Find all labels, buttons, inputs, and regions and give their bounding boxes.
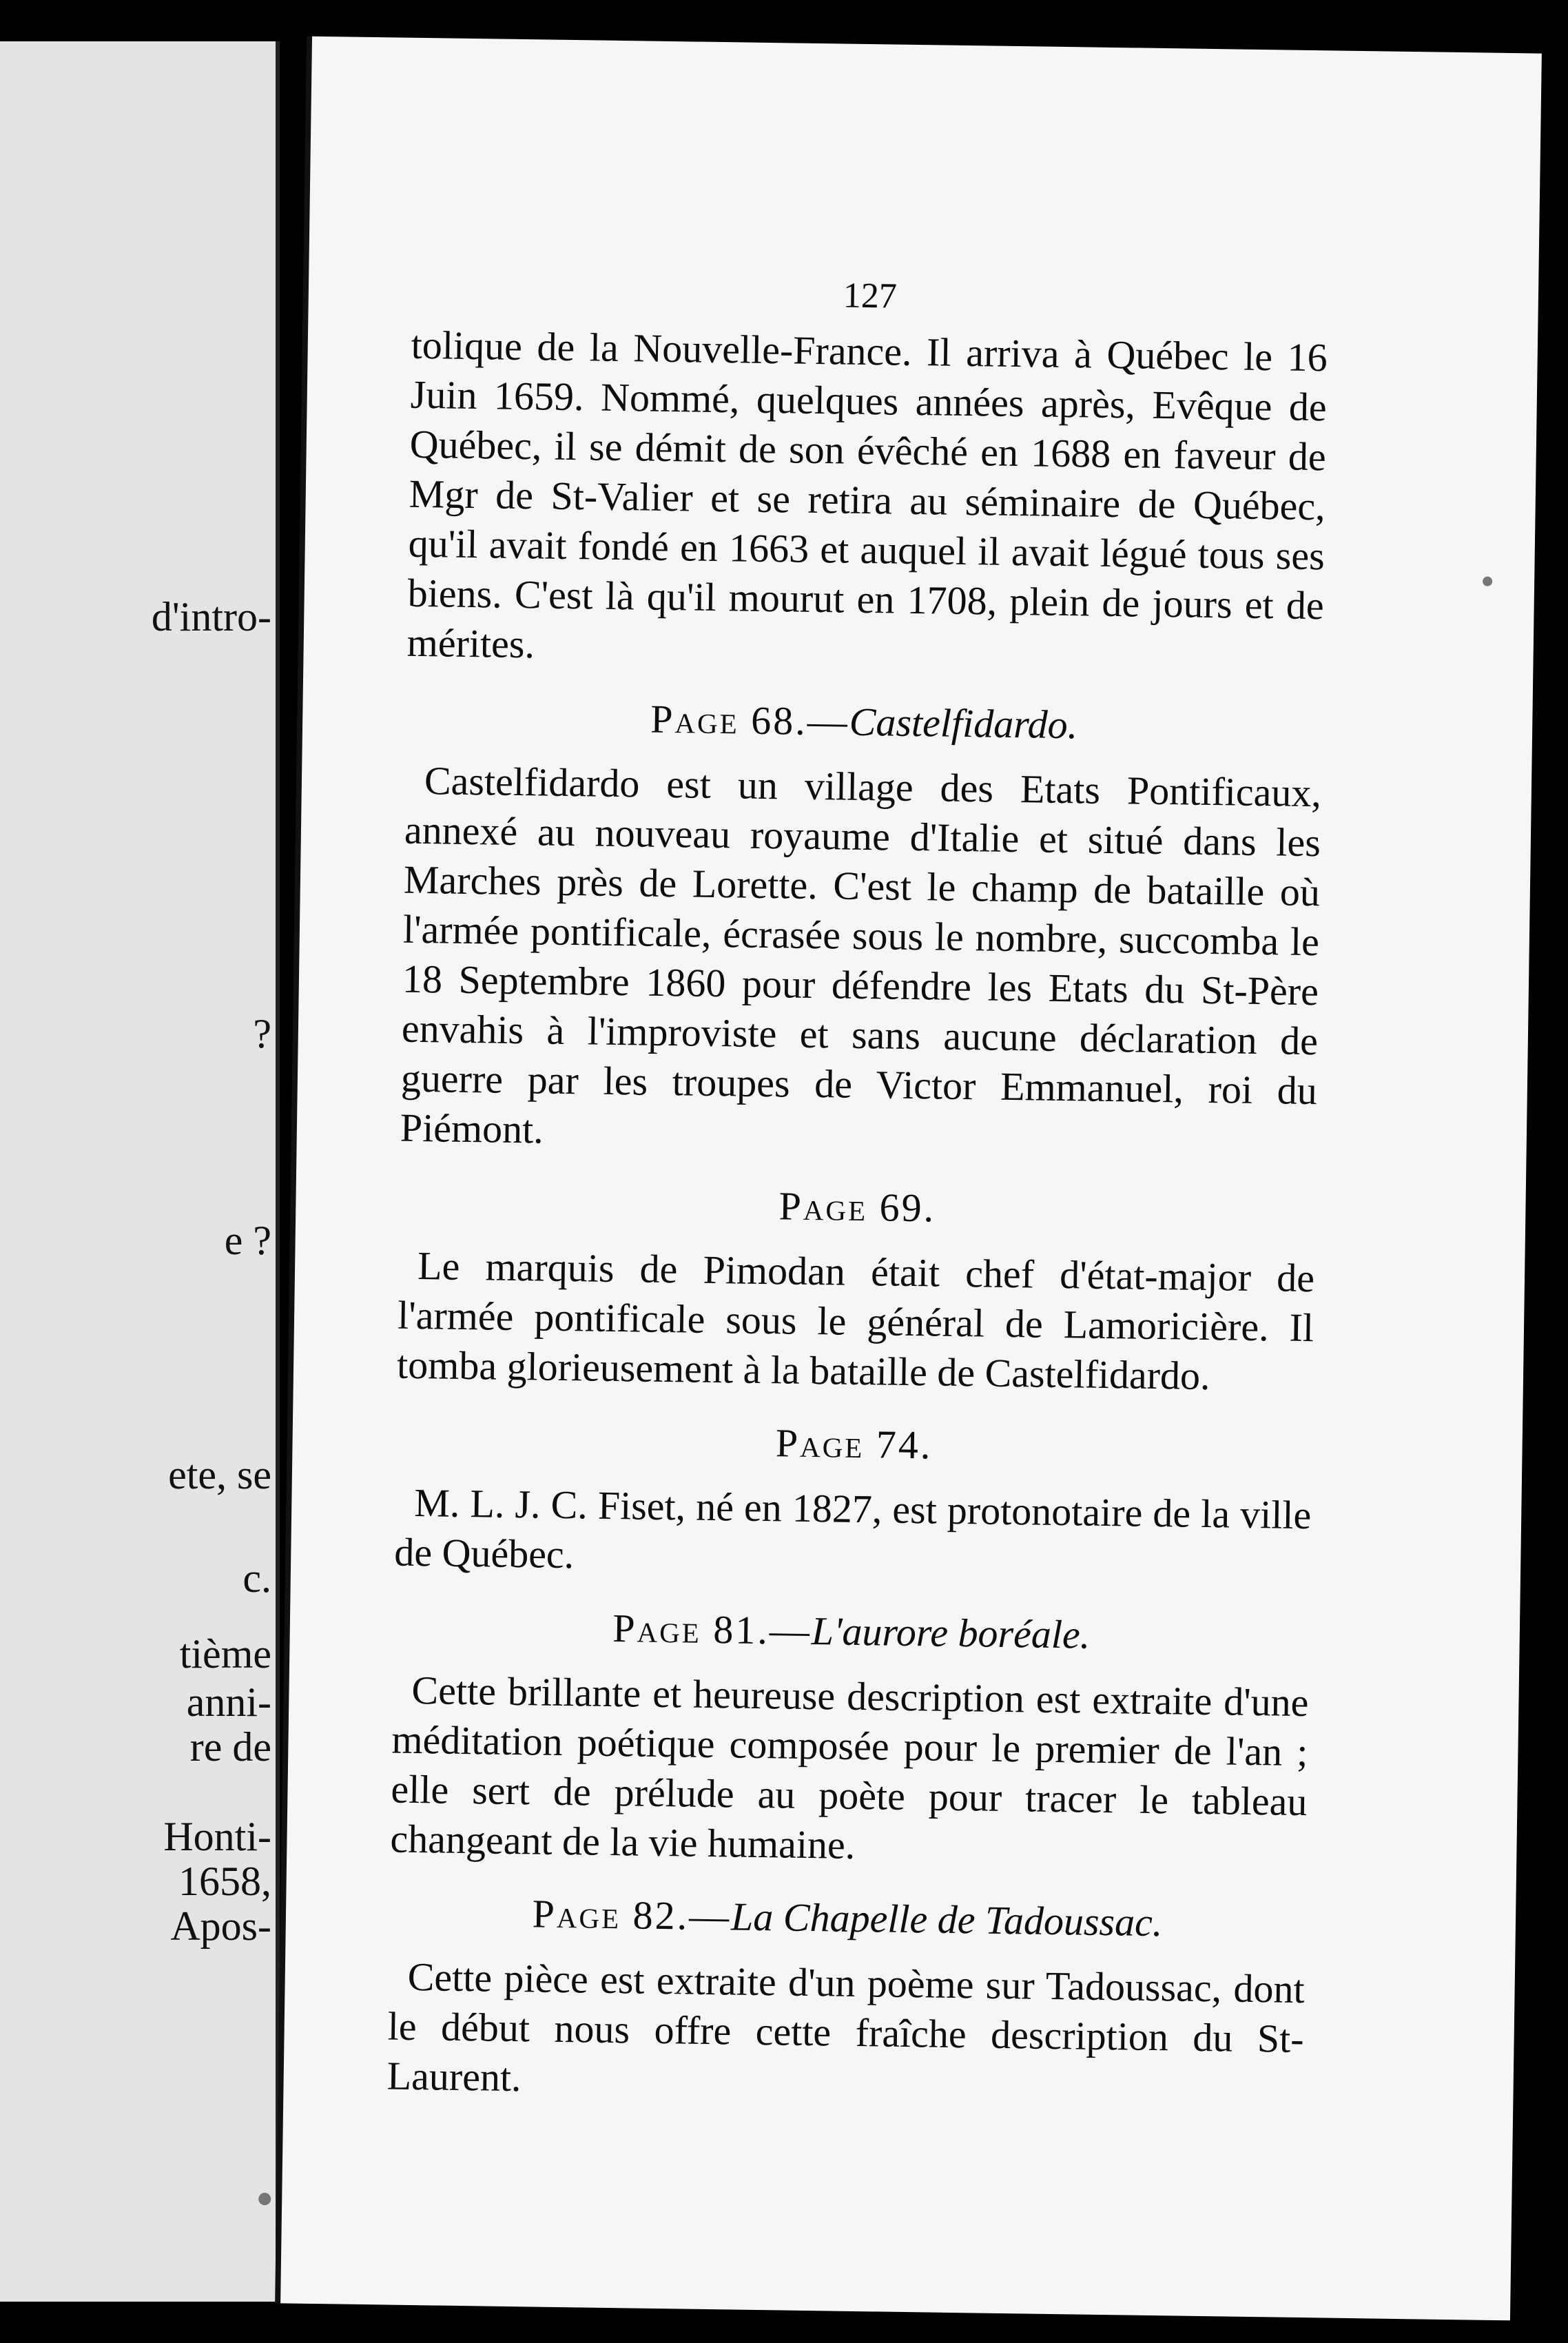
- section-body: Le marquis de Pimodan était chef d'état-major de l'armée pontificale sous le général de Lamoricière. Il tomba glorieusement à la bataille de Castelfidardo.: [396, 1243, 1315, 1399]
- heading-label: Page 69.: [778, 1183, 936, 1231]
- book-page: [280, 37, 1542, 2321]
- left-page-line: ?: [253, 1011, 271, 1056]
- left-page-line: e ?: [224, 1218, 271, 1263]
- heading-label: Page 74.: [775, 1420, 933, 1468]
- left-page-line: tième: [179, 1631, 271, 1677]
- heading-title: L'aurore boréale.: [811, 1608, 1091, 1657]
- section-body: Castelfidardo est un village des Etats Pontificaux, annexé au nouveau royaume d'Italie et situé dans les Marches près de Lorette. C'est le champ de bataille où l'armée pontificale, écrasée sous le nombre, succomba le 18 Septembre 1860 pour défendre les Etats du St-Père envahis à l'improviste et sans aucune déclaration de guerre par les troupes de Victor Emmanuel, roi du Piémont.: [400, 758, 1322, 1152]
- left-page-line: anni-: [186, 1679, 271, 1725]
- opening-paragraph: tolique de la Nouvelle-France. Il arriva à Québec le 16 Juin 1659. Nommé, quelques années après, Evêque de Québec, il se démit de son évêché en 1688 en faveur de Mgr de St-Valier et se retira au séminaire de Québec, qu'il avait fondé en 1663 et auquel il avait légué tous ses biens. C'est là qu'il mourut en 1708, plein de jours et de mérites.: [406, 322, 1328, 667]
- print-speck: [1483, 577, 1492, 586]
- page-number: 127: [843, 276, 898, 316]
- left-page-line: ete, se: [168, 1452, 271, 1497]
- left-page-line: Apos-: [170, 1903, 271, 1949]
- heading-label: Page 81.—: [612, 1606, 812, 1654]
- section-body: Cette brillante et heureuse description est extraite d'une méditation poétique composée pour le premier de l'an ; elle sert de prélude au poète pour tracer le tableau changeant de la vie humaine.: [390, 1667, 1309, 1868]
- section-heading: [393, 1601, 1310, 1664]
- left-page-line: Honti-: [163, 1814, 271, 1859]
- heading-title: Castelfidardo.: [849, 699, 1078, 748]
- left-page-line: 1658,: [178, 1859, 271, 1904]
- section-heading: [389, 1887, 1306, 1950]
- section-heading: [395, 1413, 1312, 1476]
- section-heading: [399, 1176, 1316, 1239]
- left-page-line: c.: [243, 1555, 271, 1601]
- page-text: [386, 265, 1328, 2114]
- facing-page-fragment: [0, 41, 280, 2302]
- left-page-line: re de: [189, 1724, 271, 1770]
- heading-label: Page 82.—: [532, 1891, 732, 1939]
- section-heading: [406, 691, 1323, 754]
- left-page-line: d'intro-: [151, 594, 271, 640]
- heading-label: Page 68.—: [650, 696, 850, 744]
- section-body: M. L. J. C. Fiset, né en 1827, est protonotaire de la ville de Québec.: [393, 1480, 1312, 1577]
- section-body: Cette pièce est extraite d'un poème sur Tadoussac, dont le début nous offre cette fraîche description du St-Laurent.: [386, 1954, 1306, 2100]
- heading-title: La Chapelle de Tadoussac.: [730, 1894, 1163, 1945]
- print-speck: [258, 2193, 271, 2205]
